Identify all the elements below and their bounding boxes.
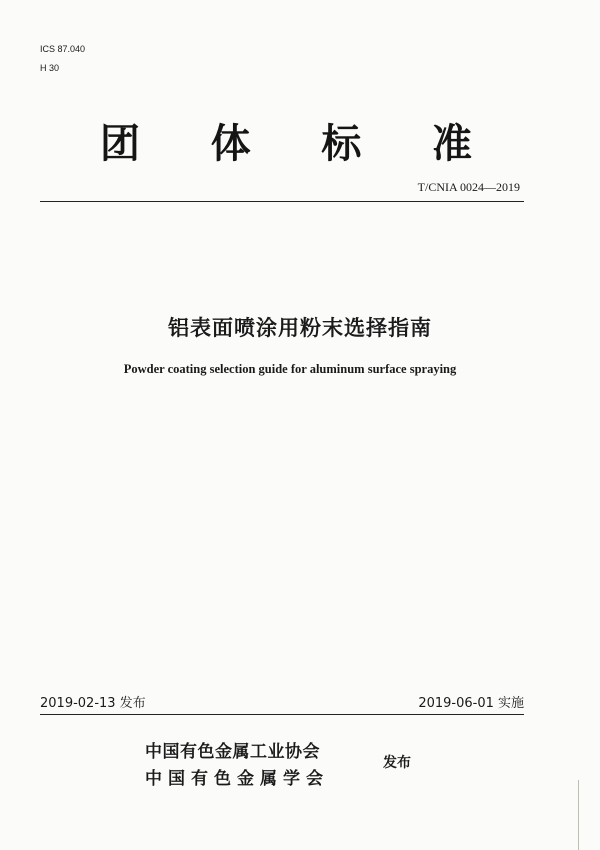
scan-edge-line [578, 780, 579, 850]
doc-type-char: 体 [210, 121, 251, 167]
standard-number: T/CNIA 0024—2019 [417, 180, 520, 194]
publish-date: 2019-02-13 发布 [40, 696, 146, 711]
top-divider [40, 201, 524, 202]
ics-code: ICS 87.040 [40, 44, 86, 54]
doc-type-char: 标 [321, 121, 362, 167]
ccs-code: H 30 [40, 63, 60, 73]
implement-date: 2019-06-01 实施 [418, 696, 524, 711]
issuer-line-2: 中国有色金属学会 [145, 769, 329, 789]
document-type-heading [100, 112, 472, 169]
doc-type-char: 准 [431, 121, 472, 167]
doc-type-char: 团 [100, 121, 140, 167]
bottom-divider [40, 714, 524, 715]
issue-label: 发布 [383, 755, 411, 771]
title-english: Powder coating selection guide for aluminum surface spraying [123, 362, 457, 376]
issuer-line-1: 中国有色金属工业协会 [145, 742, 320, 762]
title-chinese: 铝表面喷涂用粉末选择指南 [168, 316, 432, 340]
